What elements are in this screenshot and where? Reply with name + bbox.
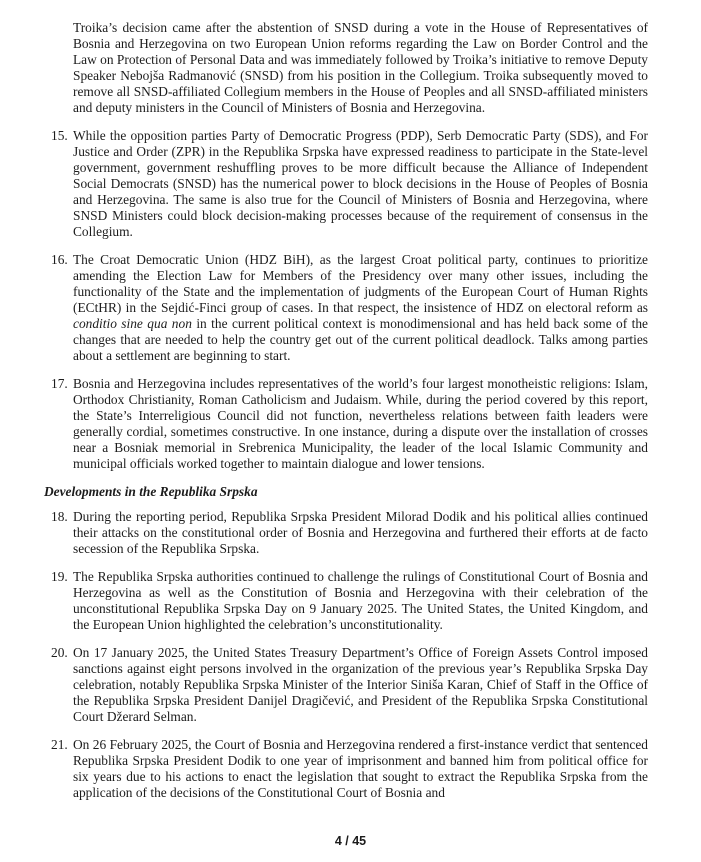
paragraph-text — [73, 252, 648, 364]
heading-text — [44, 484, 258, 499]
text-segment: Developments in the Republika Srpska — [44, 484, 258, 499]
paragraph-number: 20. — [51, 645, 68, 660]
numbered-paragraph — [44, 737, 648, 801]
paragraph-text — [73, 645, 648, 725]
continuation-paragraph — [73, 20, 648, 116]
paragraph-text — [73, 509, 648, 557]
paragraph-number: 18. — [51, 509, 68, 524]
numbered-paragraph — [44, 645, 648, 725]
paragraph-text — [73, 128, 648, 240]
text-segment: Bosnia and Herzegovina includes representatives of the world’s four largest monotheistic religions: Islam, Orthodox Christianity, Roman Catholicism and Judaism. While, during the period covered by this report, the State’s Interreligious Council did not function, nevertheless relations between faith leaders were generally cordial, sometimes constructive. In one instance, during a dispute over the installation of crosses near a Bosniak memorial in Srebrenica Municipality, the leader of the local Islamic Community and municipal officials worked together to maintain dialogue and lower tensions. — [73, 376, 648, 471]
text-segment: The Republika Srpska authorities continued to challenge the rulings of Constitutional Court of Bosnia and Herzegovina as well as the Constitution of Bosnia and Herzegovina with their celebration of the unconstitutional Republika Srpska Day on 9 January 2025. The United States, the United Kingdom, and the European Union highlighted the celebration’s unconstitutionality. — [73, 569, 648, 632]
page-number-indicator: 4 / 45 — [334, 834, 367, 848]
paragraph-number: 17. — [51, 376, 68, 391]
text-segment: While the opposition parties Party of Democratic Progress (PDP), Serb Democratic Party (SDS), and For Justice and Order (ZPR) in the Republika Srpska have expressed readiness to participate in the State-level government, government reshuffling proves to be more difficult because the Alliance of Independent Social Democrats (SNSD) has the numerical power to block decisions in the House of Peoples of Bosnia and Herzegovina. The same is also true for the Council of Ministers of Bosnia and Herzegovina, where SNSD Ministers could block decision-making processes because of the requirement of consensus in the Collegium. — [73, 128, 648, 239]
text-segment: Troika’s decision came after the abstention of SNSD during a vote in the House of Representatives of Bosnia and Herzegovina on two European Union reforms regarding the Law on Border Control and the Law on Protection of Personal Data and was immediately followed by Troika’s initiative to remove Deputy Speaker Nebojša Radmanović (SNSD) from his position in the Collegium. Troika subsequently moved to remove all SNSD-affiliated Collegium members in the House of Peoples and all SNSD-affiliated ministers and deputy ministers in the Council of Ministers of Bosnia and Herzegovina. — [73, 20, 648, 115]
paragraph-text — [73, 737, 648, 801]
document-content — [44, 20, 648, 813]
numbered-paragraph — [44, 569, 648, 633]
text-segment: During the reporting period, Republika Srpska President Milorad Dodik and his political allies continued their attacks on the constitutional order of Bosnia and Herzegovina and furthered their efforts at de facto secession of the Republika Srpska. — [73, 509, 648, 556]
numbered-paragraph — [44, 128, 648, 240]
italic-text-segment: conditio sine qua non — [73, 316, 192, 331]
numbered-paragraph — [44, 376, 648, 472]
text-segment: On 26 February 2025, the Court of Bosnia and Herzegovina rendered a first-instance verdict that sentenced Republika Srpska President Dodik to one year of imprisonment and banned him from political office for six years due to his actions to enact the legislation that sought to extract the Republika Srpska from the application of the decisions of the Constitutional Court of Bosnia and — [73, 737, 648, 800]
numbered-paragraph — [44, 509, 648, 557]
paragraph-number: 21. — [51, 737, 68, 752]
section-heading — [44, 484, 648, 500]
text-segment: in the current political context is monodimensional and has held back some of the changes that are needed to help the country get out of the current political deadlock. Talks among parties about a settlement are beginning to start. — [73, 316, 648, 363]
paragraph-number: 16. — [51, 252, 68, 267]
paragraph-text — [73, 376, 648, 472]
paragraph-number: 19. — [51, 569, 68, 584]
text-segment: On 17 January 2025, the United States Treasury Department’s Office of Foreign Assets Control imposed sanctions against eight persons involved in the organization of the previous year’s Republika Srpska Day celebration, notably Republika Srpska Minister of the Interior Siniša Karan, Chief of Staff in the Office of the Republika Srpska President Danijel Dragičević, and President of the Republika Srpska Constitutional Court Džerard Selman. — [73, 645, 648, 724]
paragraph-text — [73, 569, 648, 633]
text-segment: The Croat Democratic Union (HDZ BiH), as the largest Croat political party, continues to prioritize amending the Election Law for Members of the Presidency over many other issues, including the functionality of the State and the implementation of judgments of the European Court of Human Rights (ECtHR) in the Sejdić-Finci group of cases. In that respect, the insistence of HDZ on electoral reform as — [73, 252, 648, 315]
paragraph-number: 15. — [51, 128, 68, 143]
paragraph-text — [73, 20, 648, 115]
numbered-paragraph — [44, 252, 648, 364]
